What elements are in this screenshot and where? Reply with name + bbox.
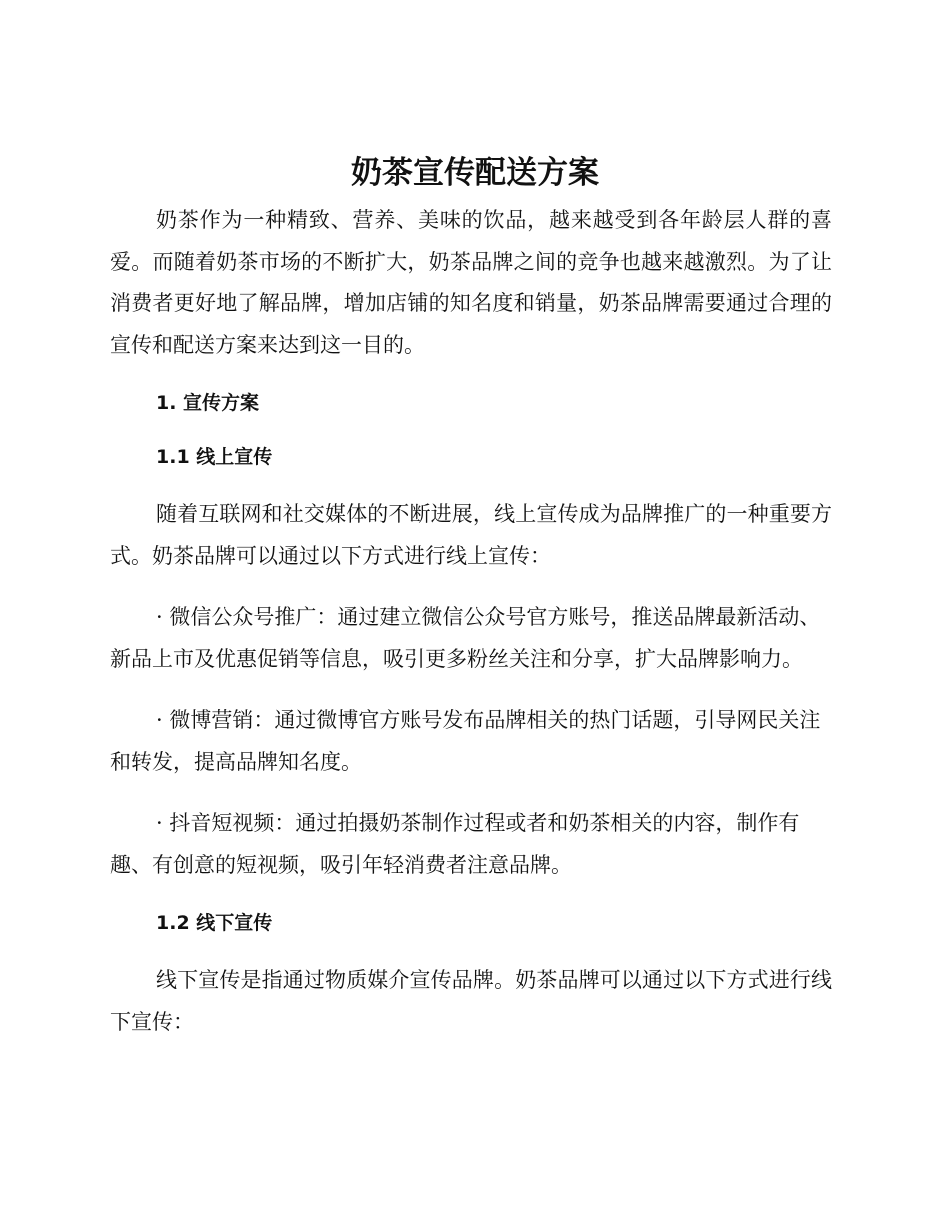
document-title: 奶茶宣传配送方案 [351,155,599,191]
bullet-wechat: · 微信公众号推广：通过建立微信公众号官方账号，推送品牌最新活动、新品上市及优惠促销等信息，吸引更多粉丝关注和分享，扩大品牌影响力。 [110,605,821,671]
section-heading-1: 1. 宣传方案 [156,392,260,414]
intro-paragraph: 奶茶作为一种精致、营养、美味的饮品，越来越受到各年龄层人群的喜爱。而随着奶茶市场的不断扩大，奶茶品牌之间的竞争也越来越激烈。为了让消费者更好地了解品牌，增加店铺的知名度和销量，奶茶品牌需要通过合理的宣传和配送方案来达到这一目的。 [110,208,832,357]
offline-promo-paragraph: 线下宣传是指通过物质媒介宣传品牌。奶茶品牌可以通过以下方式进行线下宣传： [110,968,832,1034]
document-body [110,200,832,1063]
section-heading-1-2: 1.2 线下宣传 [156,912,273,934]
bullet-weibo: · 微博营销：通过微博官方账号发布品牌相关的热门话题，引导网民关注和转发，提高品牌知名度。 [110,708,821,774]
bullet-douyin: · 抖音短视频：通过拍摄奶茶制作过程或者和奶茶相关的内容，制作有趣、有创意的短视频，吸引年轻消费者注意品牌。 [110,811,800,877]
section-heading-1-1: 1.1 线上宣传 [156,446,273,468]
online-promo-paragraph: 随着互联网和社交媒体的不断进展，线上宣传成为品牌推广的一种重要方式。奶茶品牌可以通过以下方式进行线上宣传： [110,502,832,568]
